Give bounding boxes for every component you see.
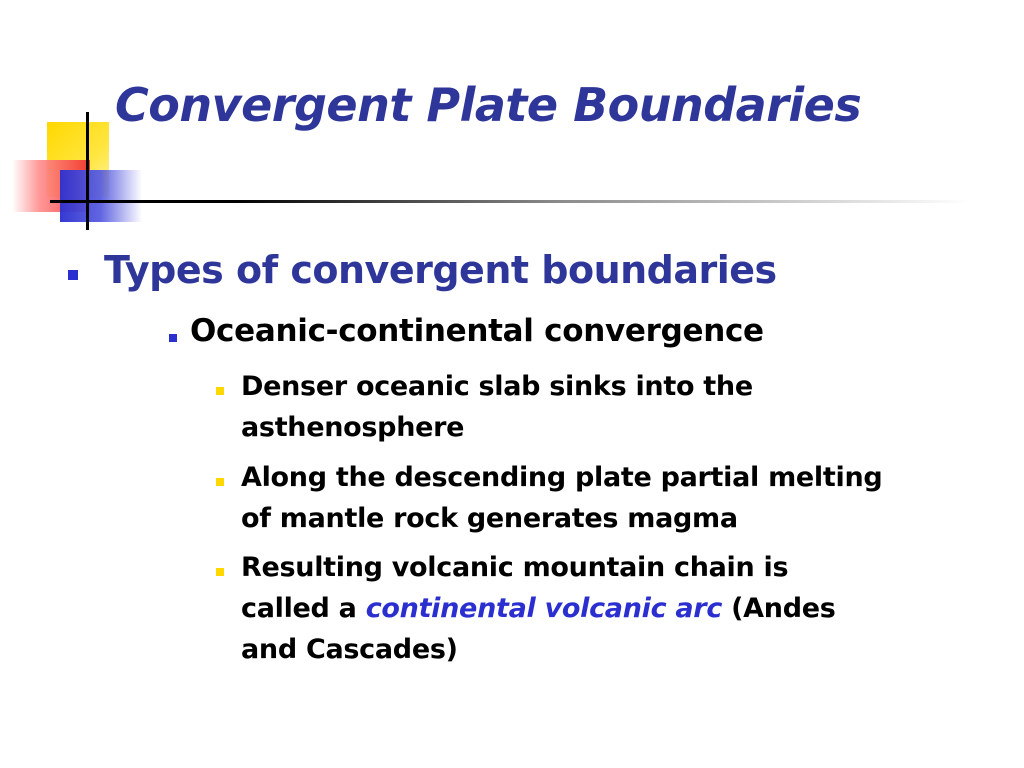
bullet-line: Denser oceanic slab sinks into the [241,371,753,402]
bullet-line: of mantle rock generates magma [241,503,738,534]
bullet-level3-item [241,457,991,539]
square-bullet-icon [216,387,224,395]
bullet-line [241,588,991,629]
bullet-level3-item [241,366,991,448]
bullet-line: Along the descending plate partial melting [241,462,883,493]
bullet-level3-item [241,547,991,670]
square-bullet-icon [216,568,224,576]
bullet-text: called a [241,593,366,624]
bullet-line: and Cascades) [241,634,458,665]
bullet-line: Resulting volcanic mountain chain is [241,552,789,583]
square-bullet-icon [169,334,177,342]
bullet-line: asthenosphere [241,412,465,443]
square-bullet-icon [68,270,78,280]
slide-title: Convergent Plate Boundaries [115,78,862,132]
term-highlight: continental volcanic arc [365,593,723,624]
bullet-level2: Oceanic-continental convergence [190,313,764,349]
bullet-level1: Types of convergent boundaries [104,248,777,292]
square-bullet-icon [216,478,224,486]
bullet-text: (Andes [722,593,836,624]
